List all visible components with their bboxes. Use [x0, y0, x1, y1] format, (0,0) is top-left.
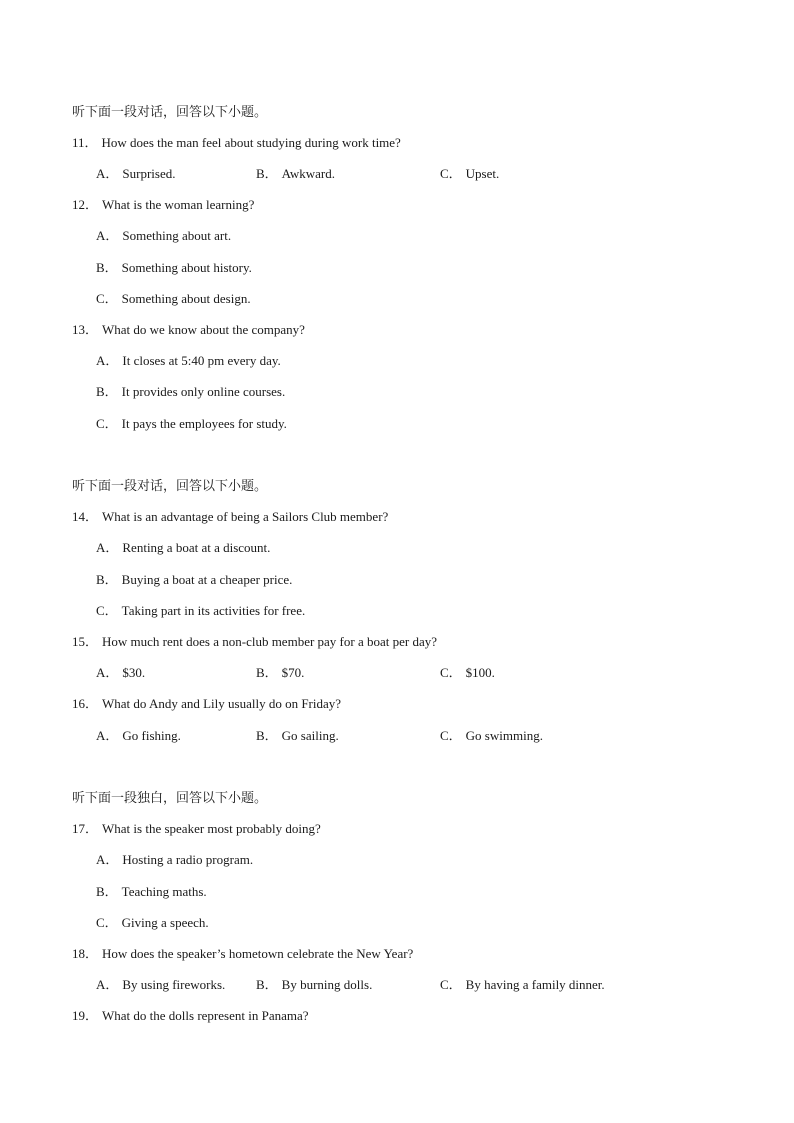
question-12: [72, 197, 254, 213]
q14-option-b: [96, 572, 292, 588]
option-letter: C．: [96, 416, 118, 431]
question-19: [72, 1008, 309, 1024]
question-text: How does the man feel about studying during work time?: [101, 135, 401, 150]
option-letter: C．: [440, 665, 462, 680]
q11-option-a: [96, 166, 175, 182]
option-letter: C．: [96, 915, 118, 930]
question-number: 15．: [72, 634, 99, 649]
option-text: $70.: [281, 665, 305, 680]
option-letter: A．: [96, 977, 119, 992]
option-letter: C．: [440, 166, 462, 181]
option-letter: A．: [96, 353, 119, 368]
option-text: It pays the employees for study.: [121, 416, 287, 431]
option-text: Go fishing.: [122, 728, 181, 743]
option-letter: B．: [256, 728, 278, 743]
question-15: [72, 634, 437, 650]
option-letter: A．: [96, 540, 119, 555]
q12-option-c: [96, 291, 251, 307]
option-letter: B．: [96, 260, 118, 275]
q12-option-b: [96, 260, 252, 276]
question-text: What do we know about the company?: [102, 322, 305, 337]
q16-option-a: [96, 728, 181, 744]
question-number: 18．: [72, 946, 99, 961]
q15-option-b: [256, 665, 304, 681]
question-text: What do Andy and Lily usually do on Friday?: [102, 696, 342, 711]
option-letter: A．: [96, 665, 119, 680]
option-text: By having a family dinner.: [465, 977, 605, 992]
question-13: [72, 322, 305, 338]
option-text: Renting a boat at a discount.: [122, 540, 271, 555]
question-16: [72, 696, 341, 712]
option-text: Go sailing.: [281, 728, 339, 743]
q13-option-b: [96, 384, 285, 400]
option-text: Something about history.: [121, 260, 252, 275]
option-letter: A．: [96, 852, 119, 867]
option-text: By using fireworks.: [122, 977, 226, 992]
option-letter: A．: [96, 166, 119, 181]
question-text: What is an advantage of being a Sailors Club member?: [102, 509, 389, 524]
question-14: [72, 509, 388, 525]
question-text: What is the speaker most probably doing?: [102, 821, 321, 836]
question-text: How much rent does a non-club member pay for a boat per day?: [102, 634, 438, 649]
option-text: It provides only online courses.: [121, 384, 286, 399]
q17-option-c: [96, 915, 209, 931]
option-text: Awkward.: [281, 166, 335, 181]
q13-option-c: [96, 416, 287, 432]
option-letter: C．: [440, 977, 462, 992]
option-text: Surprised.: [122, 166, 176, 181]
question-text: What do the dolls represent in Panama?: [102, 1008, 309, 1023]
question-number: 13．: [72, 322, 99, 337]
option-letter: A．: [96, 228, 119, 243]
option-text: Teaching maths.: [121, 884, 207, 899]
q17-option-b: [96, 884, 207, 900]
question-text: How does the speaker’s hometown celebrate the New Year?: [102, 946, 414, 961]
question-number: 14．: [72, 509, 99, 524]
option-letter: B．: [256, 977, 278, 992]
q18-option-c: [440, 977, 605, 993]
option-text: Hosting a radio program.: [122, 852, 254, 867]
option-letter: B．: [96, 384, 118, 399]
option-text: Taking part in its activities for free.: [121, 603, 306, 618]
question-number: 19．: [72, 1008, 99, 1023]
question-17: [72, 821, 321, 837]
option-text: Giving a speech.: [121, 915, 209, 930]
q14-option-a: [96, 540, 270, 556]
q18-option-b: [256, 977, 372, 993]
option-letter: B．: [96, 572, 118, 587]
option-letter: B．: [256, 665, 278, 680]
q13-option-a: [96, 353, 281, 369]
q14-option-c: [96, 603, 305, 619]
option-text: It closes at 5:40 pm every day.: [122, 353, 281, 368]
question-number: 12．: [72, 197, 99, 212]
q16-option-b: [256, 728, 339, 744]
question-number: 11．: [72, 135, 98, 150]
section-1-heading: 听下面一段对话，回答以下小题。: [72, 104, 268, 119]
option-text: Buying a boat at a cheaper price.: [121, 572, 293, 587]
q15-option-a: [96, 665, 145, 681]
q11-option-c: [440, 166, 499, 182]
option-letter: B．: [256, 166, 278, 181]
option-letter: C．: [96, 291, 118, 306]
option-letter: C．: [96, 603, 118, 618]
q15-option-c: [440, 665, 495, 681]
q18-option-a: [96, 977, 225, 993]
option-text: $30.: [122, 665, 146, 680]
q11-option-b: [256, 166, 335, 182]
option-letter: B．: [96, 884, 118, 899]
q12-option-a: [96, 228, 231, 244]
q17-option-a: [96, 852, 253, 868]
option-text: Something about art.: [122, 228, 232, 243]
question-18: [72, 946, 413, 962]
option-text: By burning dolls.: [281, 977, 373, 992]
question-number: 17．: [72, 821, 99, 836]
section-3-heading: 听下面一段独白，回答以下小题。: [72, 790, 268, 805]
option-letter: C．: [440, 728, 462, 743]
option-text: Something about design.: [121, 291, 251, 306]
section-2-heading: 听下面一段对话，回答以下小题。: [72, 478, 268, 493]
question-number: 16．: [72, 696, 99, 711]
option-text: Go swimming.: [465, 728, 543, 743]
option-letter: A．: [96, 728, 119, 743]
question-11: [72, 135, 401, 151]
option-text: $100.: [465, 665, 495, 680]
option-text: Upset.: [465, 166, 500, 181]
question-text: What is the woman learning?: [102, 197, 255, 212]
q16-option-c: [440, 728, 543, 744]
